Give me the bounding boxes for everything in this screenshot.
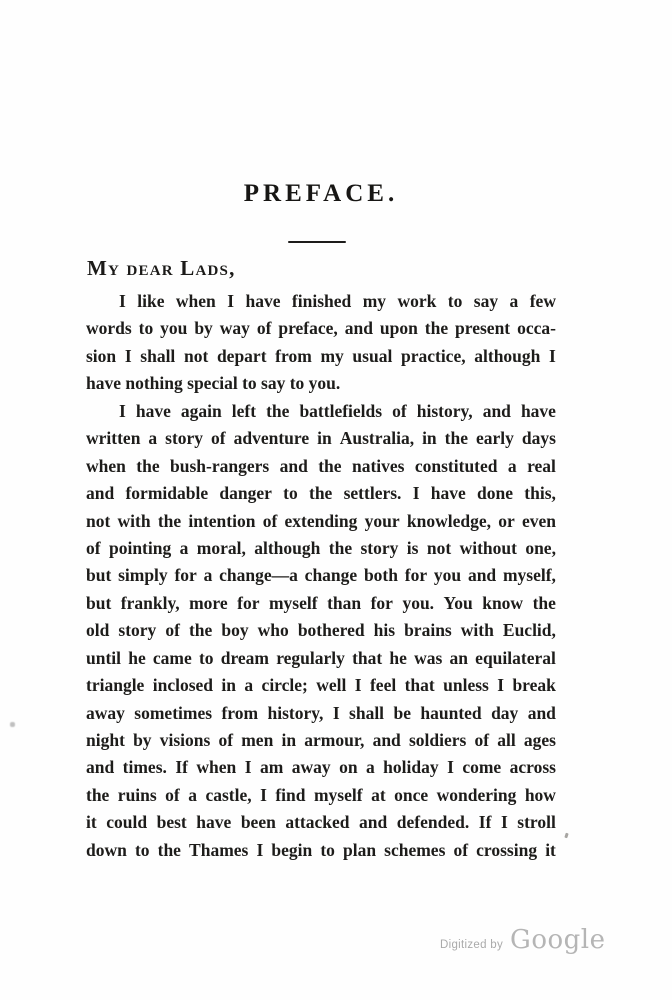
text-line: and times. If when I am away on a holiday I come across <box>86 757 556 778</box>
preface-body <box>86 288 556 864</box>
text-line: until he came to dream regularly that he was an equilateral <box>86 647 556 668</box>
google-logo: Google <box>510 925 606 955</box>
digitized-by-label: Digitized by <box>440 939 504 951</box>
text-line: written a story of adventure in Australia, in the early days <box>86 428 556 449</box>
text-line: words to you by way of preface, and upon the present occa- <box>86 318 556 339</box>
text-line: down to the Thames I begin to plan schemes of crossing it <box>86 839 556 860</box>
text-line: I like when I have finished my work to say a few <box>119 291 556 311</box>
digitized-by-google-watermark <box>440 925 605 955</box>
salutation: My dear Lads, <box>87 256 236 280</box>
text-line: away sometimes from history, I shall be haunted day and <box>86 702 556 723</box>
text-line: I have again left the battlefields of history, and have <box>119 400 556 421</box>
text-line: but frankly, more for myself than for you. You know the <box>86 592 556 613</box>
text-line: old story of the boy who bothered his brains with Euclid, <box>86 620 556 641</box>
text-line: not with the intention of extending your knowledge, or even <box>86 510 556 531</box>
text-line: it could best have been attacked and defended. If I stroll <box>86 812 556 833</box>
text-line: of pointing a moral, although the story is not without one, <box>86 537 556 558</box>
text-line: have nothing special to say to you. <box>86 373 341 394</box>
scan-speck <box>10 722 15 727</box>
decorative-rule <box>288 241 346 243</box>
scan-speck <box>564 833 568 839</box>
text-line: when the bush-rangers and the natives constituted a real <box>86 455 556 476</box>
page-title: PREFACE. <box>243 180 399 207</box>
text-line: but simply for a change—a change both for you and myself, <box>86 565 556 586</box>
text-line: sion I shall not depart from my usual practice, although I <box>86 345 556 366</box>
text-line: and formidable danger to the settlers. I have done this, <box>86 483 556 504</box>
text-line: triangle inclosed in a circle; well I feel that unless I break <box>86 675 556 696</box>
text-line: the ruins of a castle, I find myself at once wondering how <box>86 784 556 805</box>
text-line: night by visions of men in armour, and soldiers of all ages <box>86 730 556 750</box>
